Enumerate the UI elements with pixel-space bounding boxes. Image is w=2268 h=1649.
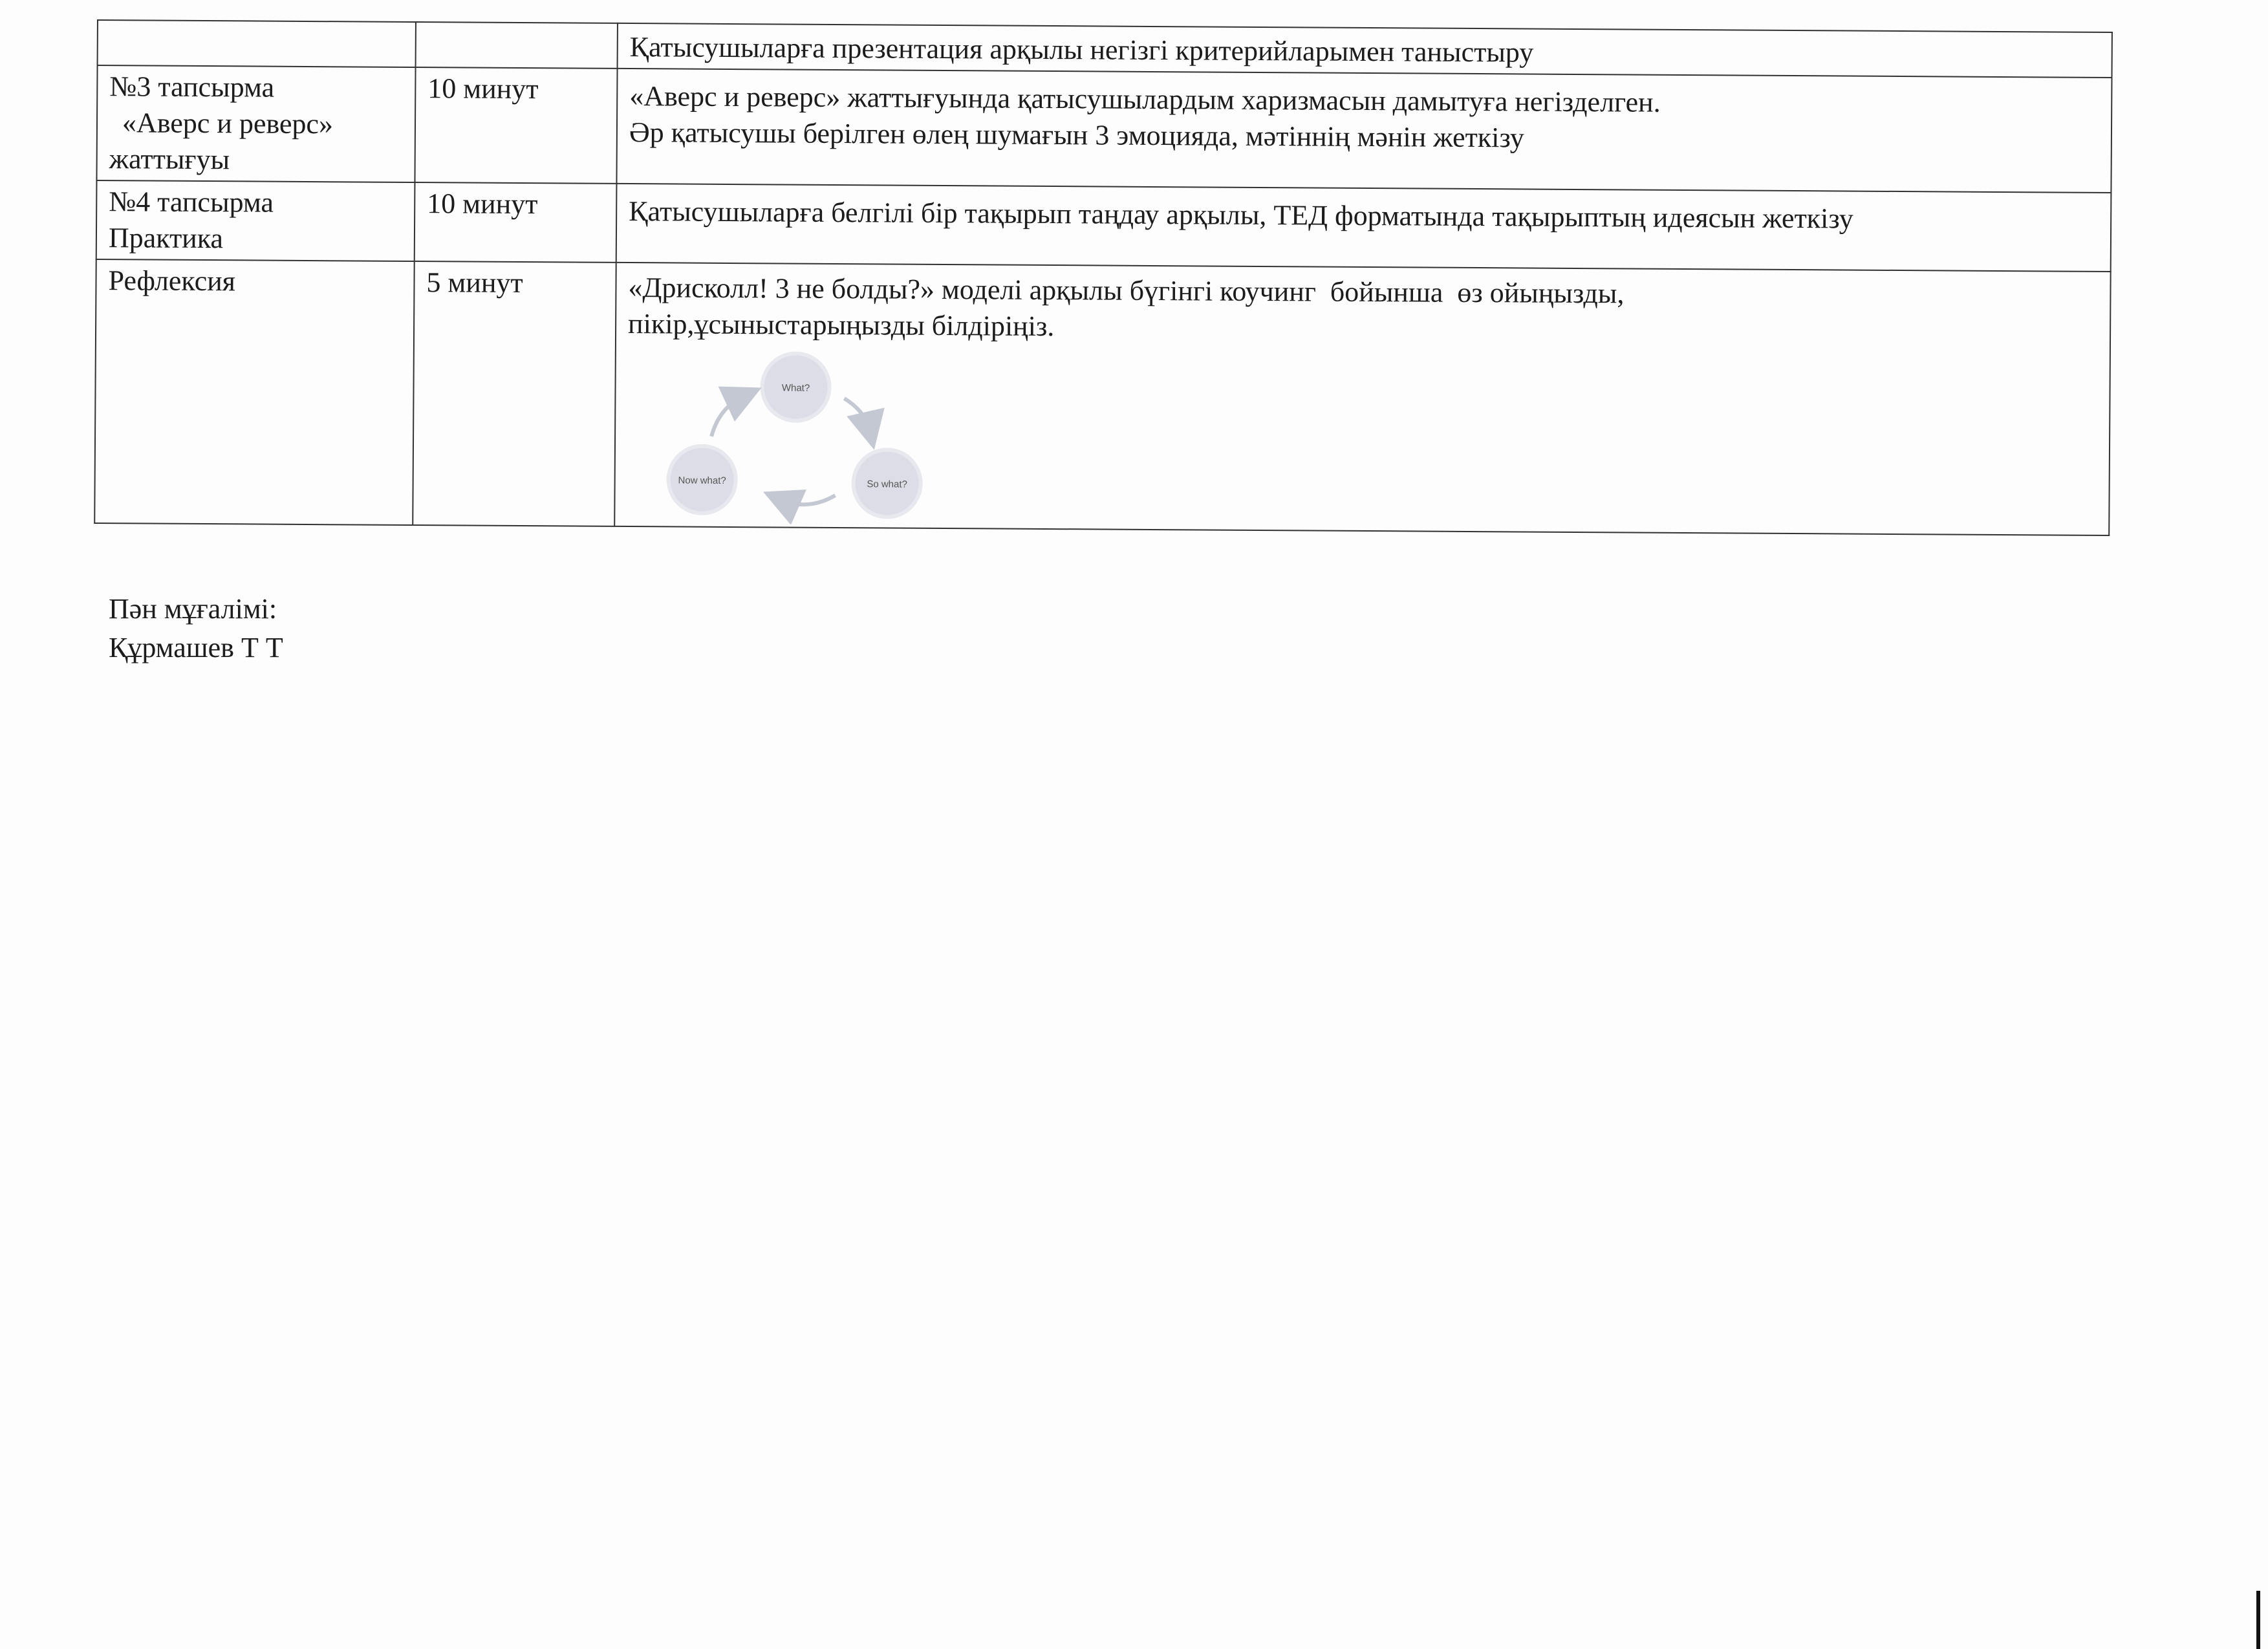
teacher-signature-block	[109, 590, 283, 667]
time-cell	[415, 182, 617, 263]
reflection-cycle-diagram	[659, 349, 938, 525]
what-label: What?	[781, 382, 810, 394]
description-line: «Аверс и реверс» жаттығуында қатысушылардым харизмасын дамытуға негізделген.	[629, 80, 1661, 118]
stage-subtitle: Практика	[108, 222, 224, 255]
now-what-label: Now what?	[678, 475, 726, 486]
description-cell	[616, 69, 2111, 193]
time-cell	[415, 67, 617, 184]
stage-cell	[98, 20, 416, 67]
time-value: 10 минут	[427, 188, 538, 221]
description-line: пікір,ұсыныстарыңызды білдіріңіз.	[627, 308, 1055, 343]
table-row	[96, 65, 2111, 193]
so-what-label: So what?	[867, 479, 907, 490]
stage-subtitle: жаттығуы	[109, 143, 230, 176]
description-line: Қатысушыларға презентация арқылы негізгі критерийларымен таныстыру	[629, 31, 1534, 69]
stage-title: №4 тапсырма	[109, 186, 274, 219]
arrow-what-to-sowhat	[844, 398, 870, 431]
time-cell	[413, 261, 616, 526]
stage-cell	[96, 65, 415, 182]
time-cell	[416, 22, 618, 69]
description-cell	[616, 184, 2111, 272]
arrow-sowhat-to-nowwhat	[781, 495, 835, 504]
description-cell	[614, 263, 2110, 535]
description-line: Әр қатысушы берілген өлең шумағын 3 эмоцияда, мәтіннің мәнін жеткізу	[629, 116, 1525, 154]
stage-cell	[94, 259, 414, 525]
description-line: «Дрисколл! 3 не болды?» моделі арқылы бүгінгі коучинг бойынша өз ойыңызды,	[628, 272, 1625, 310]
lesson-plan-table	[94, 19, 2113, 536]
teacher-name: Құрмашев Т Т	[109, 632, 283, 663]
teacher-label: Пән мұғалімі:	[109, 593, 277, 625]
stage-cell	[96, 180, 415, 261]
stage-subtitle: «Аверс и реверс»	[122, 107, 334, 140]
stage-title: №3 тапсырма	[109, 70, 275, 103]
table-row	[96, 180, 2111, 272]
arrow-nowwhat-to-what	[711, 396, 744, 436]
time-value: 10 минут	[427, 72, 539, 105]
description-line: Қатысушыларға белгілі бір тақырып таңдау арқылы, ТЕД форматында тақырыптың идеясын жеткізу	[629, 195, 1853, 235]
time-value: 5 минут	[426, 266, 523, 299]
table-row	[94, 259, 2110, 535]
stage-title: Рефлексия	[108, 264, 236, 297]
scan-edge-mark	[2256, 1591, 2260, 1649]
